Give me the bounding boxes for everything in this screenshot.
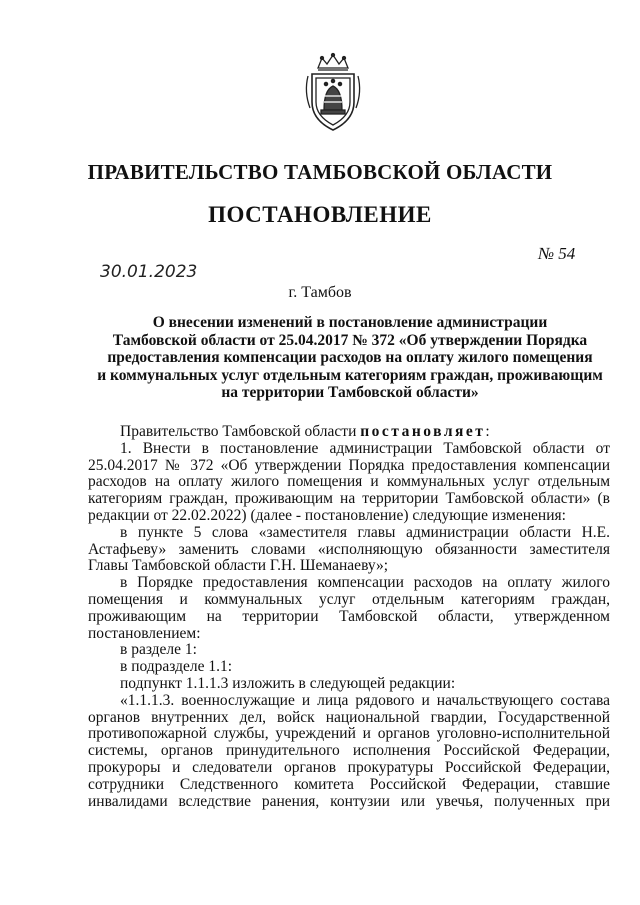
title-line: предоставления компенсации расходов на оплату жилого помещения (107, 349, 593, 366)
title-line: и коммунальных услуг отдельным категориям граждан, проживающим (97, 366, 603, 384)
document-number: № 54 (538, 244, 576, 263)
paragraph-3: в Порядке предоставления компенсации расходов на оплату жилого помещения и коммунальных услуг отдельным категориям граждан, проживающим на территории Тамбовской области, утвержденном постановлением: (88, 574, 610, 642)
document-date: 30.01.2023 (100, 262, 198, 282)
intro-decree-word: постановляет (360, 423, 486, 440)
paragraph-1: 1. Внести в постановление администрации Тамбовской области от 25.04.2017 № 372 «Об утверждении Порядка предоставления компенсации расходов на оплату жилого помещения и коммунальных услуг отдельным категориям граждан, проживающим на территории Тамбовской области» (в редакции от 22.02.2022) (далее - постановление) следующие изменения: (88, 439, 610, 524)
title-line: О внесении изменений в постановление администрации (152, 314, 548, 331)
paragraph-6: подпункт 1.1.1.3 изложить в следующей редакции: (120, 674, 456, 692)
paragraph-7: «1.1.1.3. военнослужащие и лица рядового и начальствующего состава органов внутренних дел, войск национальной гвардии, Государственной противопожарной службы, учреждений и органов уголовно-исполнительной системы, органов принудительного исполнения Российской Федерации, прокуроры и следователи органов прокуратуры Российской Федерации, сотрудники Следственного комитета Российской Федерации, ставшие инвалидами вследствие ранения, контузии или увечья, полученных при (88, 691, 610, 810)
paragraph-4: в разделе 1: (120, 641, 197, 659)
document-city: г. Тамбов (288, 284, 352, 301)
intro-prefix: Правительство Тамбовской области (120, 423, 361, 440)
paragraph-2: в пункте 5 слова «заместителя главы администрации области Н.Е. Астафьеву» заменить словами «исполняющую обязанности заместителя Главы Тамбовской области Г.Н. Шеманаеву»; (88, 523, 610, 575)
coat-of-arms-icon (300, 52, 366, 134)
intro-suffix: : (485, 423, 490, 440)
document-title (90, 314, 610, 402)
paragraph-5: в подразделе 1.1: (120, 658, 233, 676)
document-body (88, 424, 610, 810)
title-line: на территории Тамбовской области» (221, 384, 479, 401)
document-type: ПОСТАНОВЛЕНИЕ (208, 202, 432, 227)
intro-paragraph (88, 424, 610, 441)
government-name: ПРАВИТЕЛЬСТВО ТАМБОВСКОЙ ОБЛАСТИ (87, 160, 553, 184)
title-line: Тамбовской области от 25.04.2017 № 372 «Об утверждении Порядка (112, 331, 588, 349)
